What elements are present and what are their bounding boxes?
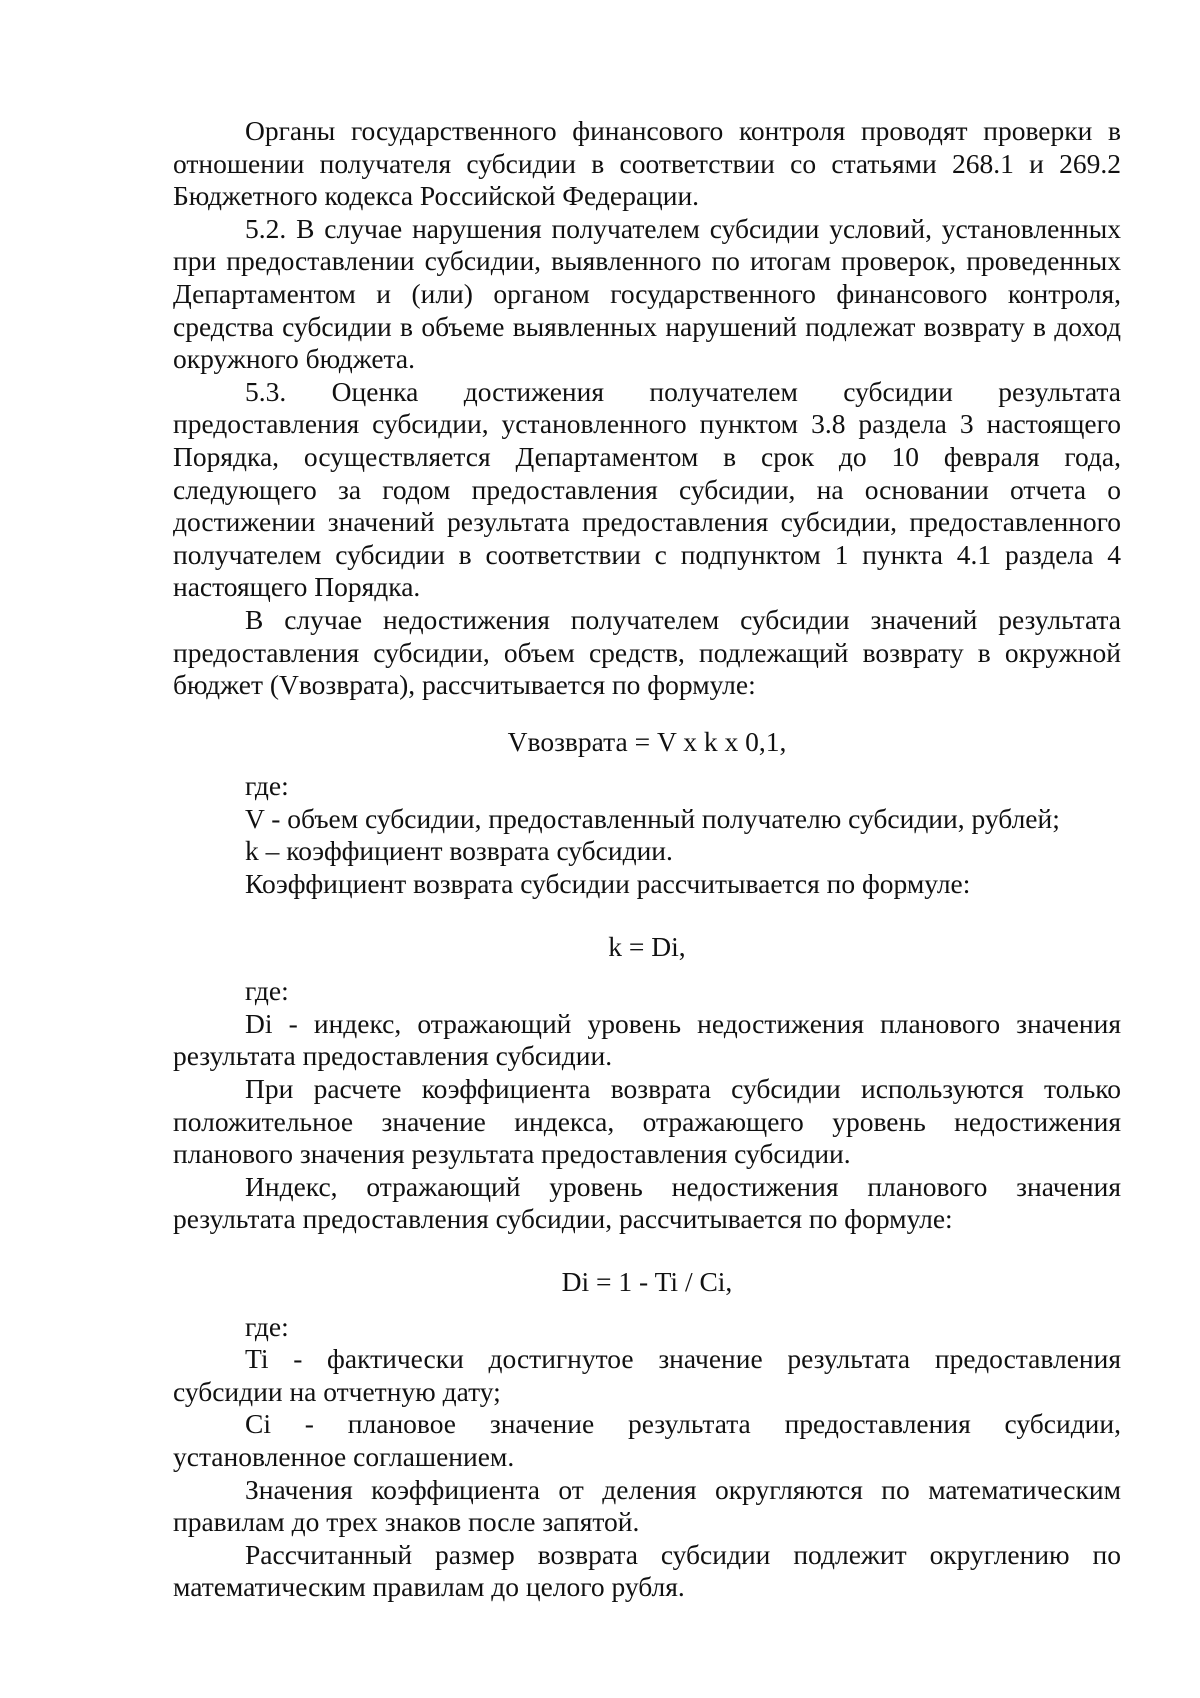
formula-coefficient: k = Di, xyxy=(608,930,686,962)
paragraph: Рассчитанный размер возврата субсидии подлежит округлению по математическим правилам до целого рубля. xyxy=(173,1538,1121,1603)
document-body xyxy=(173,115,1121,1604)
paragraph: Ti - фактически достигнутое значение результата предоставления субсидии на отчетную дату; xyxy=(173,1343,1121,1407)
paragraph: где: xyxy=(245,770,289,802)
paragraph: Значения коэффициента от деления округляются по математическим правилам до трех знаков после запятой. xyxy=(173,1473,1121,1538)
paragraph: k – коэффициент возврата субсидии. xyxy=(245,835,673,867)
paragraph: Di - индекс, отражающий уровень недостижения планового значения результата предоставления субсидии. xyxy=(173,1007,1121,1072)
paragraph: 5.3. Оценка достижения получателем субсидии результата предоставления субсидии, установленного пунктом 3.8 раздела 3 настоящего Порядка, осуществляется Департаментом в срок до 10 февраля года, следующего за годом предоставления субсидии, на основании отчета о достижении значений результата предоставления субсидии, предоставленного получателем субсидии в соответствии с подпунктом 1 пункта 4.1 раздела 4 настоящего Порядка. xyxy=(173,375,1121,603)
paragraph: При расчете коэффициента возврата субсидии используются только положительное значение индекса, отражающего уровень недостижения планового значения результата предоставления субсидии. xyxy=(173,1073,1121,1170)
formula-return-volume: Vвозврата = V x k x 0,1, xyxy=(507,725,787,757)
paragraph: V - объем субсидии, предоставленный получателю субсидии, рублей; xyxy=(245,802,1060,834)
paragraph: Индекс, отражающий уровень недостижения планового значения результата предоставления субсидии, рассчитывается по формуле: xyxy=(173,1170,1121,1235)
paragraph: Органы государственного финансового контроля проводят проверки в отношении получателя субсидии в соответствии со статьями 268.1 и 269.2 Бюджетного кодекса Российской Федерации. xyxy=(173,115,1121,212)
paragraph: 5.2. В случае нарушения получателем субсидии условий, установленных при предоставлении субсидии, выявленного по итогам проверок, проведенных Департаментом и (или) органом государственного финансового контроля, средства субсидии в объеме выявленных нарушений подлежат возврату в доход окружного бюджета. xyxy=(173,212,1121,375)
paragraph: Ci - плановое значение результата предоставления субсидии, установленное соглашением. xyxy=(173,1408,1121,1472)
paragraph: где: xyxy=(245,975,289,1007)
paragraph: где: xyxy=(245,1310,289,1342)
paragraph: Коэффициент возврата субсидии рассчитывается по формуле: xyxy=(245,868,971,900)
paragraph: В случае недостижения получателем субсидии значений результата предоставления субсидии, объем средств, подлежащий возврату в окружной бюджет (Vвозврата), рассчитывается по формуле: xyxy=(173,603,1121,701)
formula-index: Di = 1 - Ti / Ci, xyxy=(561,1266,733,1297)
